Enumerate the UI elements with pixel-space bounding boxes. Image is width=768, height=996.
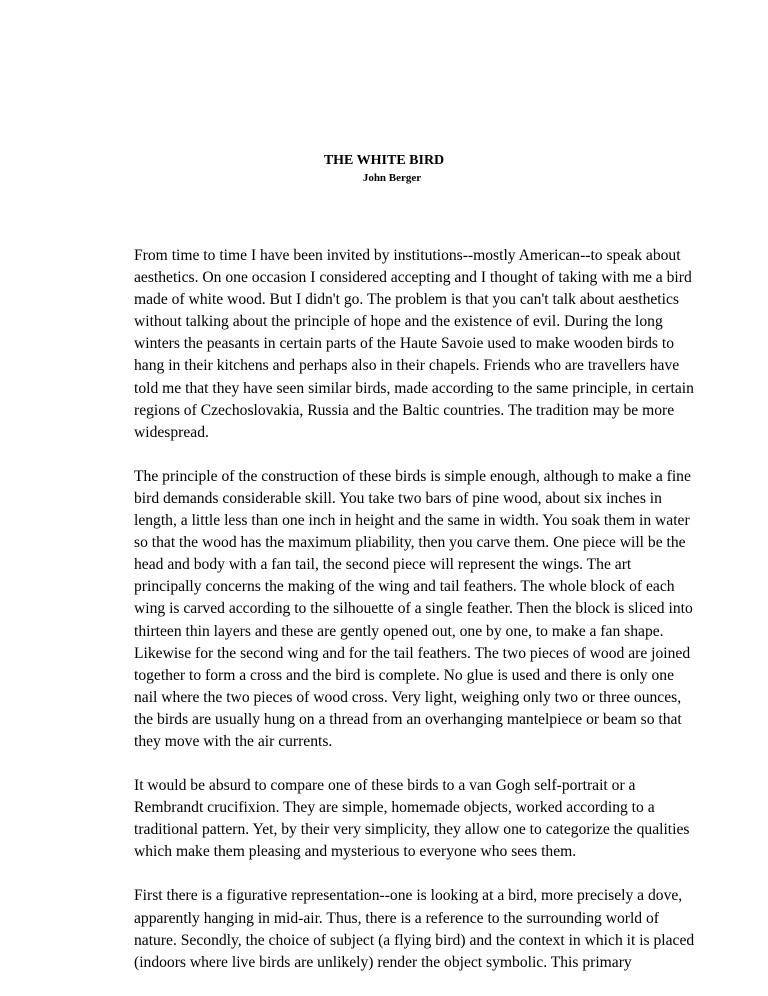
paragraph-3 [134,775,694,863]
text-line: told me that they have seen similar birds, made according to the same principle, in certain [134,379,694,397]
text-line: wing is carved according to the silhouette of a single feather. Then the block is sliced into [134,600,693,618]
text-line: thirteen thin layers and these are gently opened out, one by one, to make a fan shape. [134,622,664,640]
text-line: together to form a cross and the bird is complete. No glue is used and there is only one [134,666,675,684]
document-author: John Berger [362,172,422,184]
text-line: Rembrandt crucifixion. They are simple, homemade objects, worked according to a [134,799,655,817]
text-line: First there is a figurative representation--one is looking at a bird, more precisely a dove, [134,887,683,905]
text-line: widespread. [134,423,209,441]
text-line: aesthetics. On one occasion I considered accepting and I thought of taking with me a bird [134,269,692,287]
text-line: winters the peasants in certain parts of the Haute Savoie used to make wooden birds to [134,335,675,353]
text-line: bird demands considerable skill. You take two bars of pine wood, about six inches in [134,489,662,507]
document-body [134,245,694,996]
paragraph-1 [134,245,694,444]
text-line: apparently hanging in mid-air. Thus, there is a reference to the surrounding world of [134,909,659,927]
text-line: which make them pleasing and mysterious to everyone who sees them. [134,843,577,861]
text-line: the birds are usually hung on a thread from an overhanging mantelpiece or beam so that [134,710,682,728]
text-line: hang in their kitchens and perhaps also in their chapels. Friends who are travellers have [134,357,680,375]
text-line: head and body with a fan tail, the second piece will represent the wings. The art [134,556,632,574]
text-line: traditional pattern. Yet, by their very simplicity, they allow one to categorize the qualities [134,821,690,839]
text-line: The principle of the construction of these birds is simple enough, although to make a fine [134,467,691,485]
document-title: THE WHITE BIRD [323,153,445,168]
text-line: From time to time I have been invited by institutions--mostly American--to speak about [134,247,681,264]
text-line: they move with the air currents. [134,732,333,750]
text-line: so that the wood has the maximum pliability, then you carve them. One piece will be the [134,534,686,552]
text-line: without talking about the principle of hope and the existence of evil. During the long [134,313,663,331]
paragraph-4 [134,885,694,973]
text-line: (indoors where live birds are unlikely) render the object symbolic. This primary [134,953,632,971]
text-line: length, a little less than one inch in height and the same in width. You soak them in water [134,512,690,530]
text-line: nail where the two pieces of wood cross. Very light, weighing only two or three ounces, [134,688,682,706]
text-line: principally concerns the making of the wing and tail feathers. The whole block of each [134,578,675,596]
paragraph-2 [134,466,694,753]
text-line: It would be absurd to compare one of these birds to a van Gogh self-portrait or a [134,777,636,795]
text-line: Likewise for the second wing and for the tail feathers. The two pieces of wood are joined [134,644,691,662]
text-line: nature. Secondly, the choice of subject (a flying bird) and the context in which it is placed [134,931,695,949]
text-line: made of white wood. But I didn't go. The problem is that you can't talk about aesthetics [134,291,679,309]
text-line: regions of Czechoslovakia, Russia and the Baltic countries. The tradition may be more [134,401,675,419]
